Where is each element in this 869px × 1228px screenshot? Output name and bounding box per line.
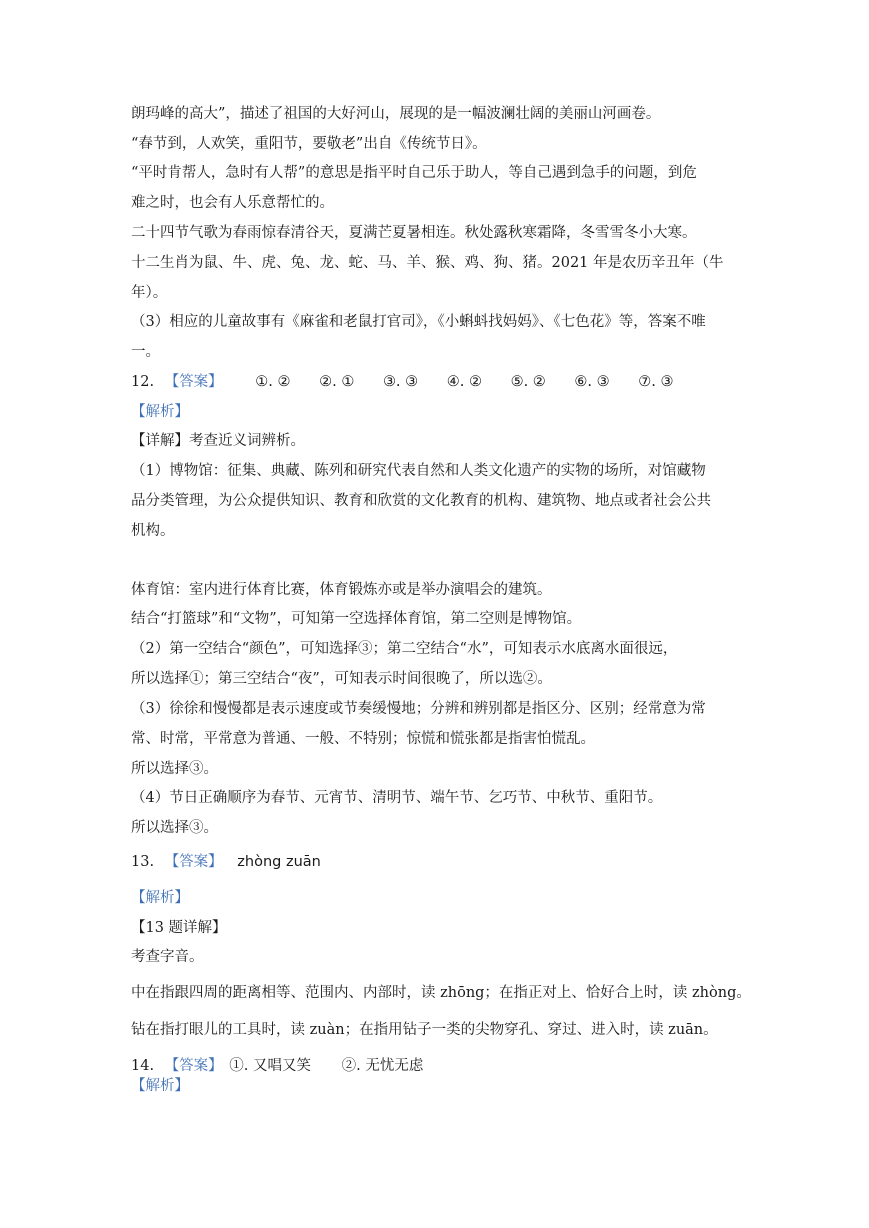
q12-number: 12. [131, 374, 155, 390]
text-line-12: 【详解】考查近义词辨析。 [131, 433, 305, 449]
text-line-27: 【13 题详解】 [131, 920, 227, 936]
q13-analysis-tag: 【解析】 [131, 890, 189, 906]
q14-analysis-tag: 【解析】 [131, 1078, 189, 1094]
text-line-16: 体育馆：室内进行体育比赛，体育锻炼亦或是举办演唱会的建筑。 [131, 582, 552, 598]
q14-answer-1: ①. 又唱又笑 [229, 1058, 311, 1074]
text-line-17: 结合“打篮球”和“文物”，可知第一空选择体育馆，第二空则是博物馆。 [131, 611, 582, 627]
text-line-18: （2）第一空结合“颜色”，可知选择③；第二空结合“水”，可知表示水底离水面很远， [131, 641, 678, 657]
q12-option-5: ⑤. ② [510, 374, 546, 390]
text-line-30: 钻在指打眼儿的工具时，读 zuàn；在指用钻子一类的尖物穿孔、穿过、进入时，读 zuān。 [131, 1022, 718, 1038]
text-line-4: 难之时，也会有人乐意帮忙的。 [131, 195, 334, 211]
q12-analysis-tag: 【解析】 [131, 404, 189, 420]
q12-answer-tag: 【答案】 [164, 374, 223, 390]
q14-answer-line [131, 1056, 751, 1076]
q12-option-4: ④. ② [446, 374, 482, 390]
q14-answer-tag: 【答案】 [164, 1058, 223, 1074]
text-line-29: 中在指跟四周的距离相等、范围内、内部时，读 zhōng；在指正对上、恰好合上时，读 zhòng。 [131, 985, 751, 1001]
text-line-15: 机构。 [131, 523, 175, 539]
q14-answer-2: ②. 无忧无虑 [341, 1058, 424, 1074]
q12-option-1: ①. ② [255, 374, 291, 390]
text-line-19: 所以选择①；第三空结合“夜”，可知表示时间很晚了，所以选②。 [131, 671, 552, 687]
text-line-21: 常、时常，平常意为普通、一般、不特别；惊慌和慌张都是指害怕慌乱。 [131, 731, 595, 747]
q12-option-3: ③. ③ [382, 374, 419, 390]
q12-option-7: ⑦. ③ [638, 374, 674, 390]
text-line-28: 考查字音。 [131, 949, 204, 965]
q12-option-2: ②. ① [319, 374, 355, 390]
text-line-22: 所以选择③。 [131, 761, 218, 777]
text-line-13: （1）博物馆：征集、典藏、陈列和研究代表自然和人类文化遗产的实物的场所，对馆藏物 [131, 463, 706, 479]
text-line-6: 十二生肖为鼠、牛、虎、兔、龙、蛇、马、羊、猴、鸡、狗、猪。2021 年是农历辛丑年（牛 [131, 255, 724, 271]
text-line-2: “春节到，人欢笑，重阳节，要敬老”出自《传统节日》。 [131, 136, 487, 152]
q12-option-6: ⑥. ③ [574, 374, 610, 390]
text-line-7: 年）。 [131, 285, 168, 301]
text-line-3: “平时肯帮人，急时有人帮”的意思是指平时自己乐于助人，等自己遇到急手的问题，到危 [131, 165, 697, 181]
text-line-8: （3）相应的儿童故事有《麻雀和老鼠打官司》，《小蝌蚪找妈妈》、《七色花》等，答案不唯 [131, 314, 706, 330]
text-line-14: 品分类管理，为公众提供知识、教育和欣赏的文化教育的机构、建筑物、地点或者社会公共 [131, 493, 711, 509]
q12-answer-line [131, 372, 751, 392]
q13-answer-tag: 【答案】 [164, 854, 223, 870]
text-line-23: （4）节日正确顺序为春节、元宵节、清明节、端午节、乞巧节、中秋节、重阳节。 [131, 790, 663, 806]
text-line-24: 所以选择③。 [131, 820, 218, 836]
text-line-9: 一。 [131, 344, 160, 360]
text-line-20: （3）徐徐和慢慢都是表示速度或节奏缓慢地；分辨和辨别都是指区分、区别；经常意为常 [131, 701, 706, 717]
q14-number: 14. [131, 1058, 155, 1074]
q13-number: 13. [131, 854, 155, 870]
text-line-5: 二十四节气歌为春雨惊春清谷天，夏满芒夏暑相连。秋处露秋寒霜降，冬雪雪冬小大寒。 [131, 225, 697, 241]
q13-answer-line [131, 852, 751, 872]
q13-answer: zhòng zuān [237, 854, 321, 870]
text-line-1: 朗玛峰的高大”，描述了祖国的大好河山，展现的是一幅波澜壮阔的美丽山河画卷。 [131, 106, 661, 122]
